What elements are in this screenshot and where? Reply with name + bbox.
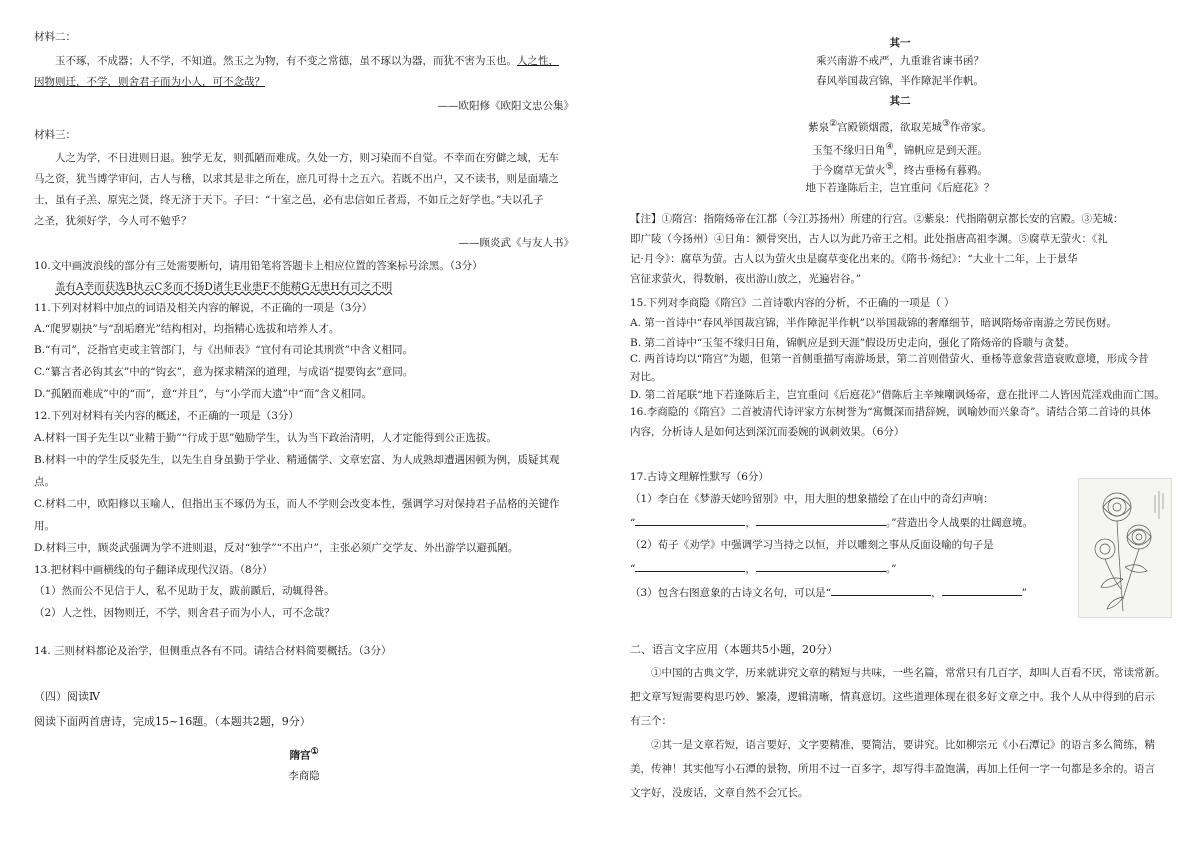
- question-13-item-1: （1）然而公不见信于人，私不见助于友，跋前踬后，动辄得咎。: [34, 585, 335, 597]
- material-2-line-1: 玉不琢，不成器；人不学，不知道。然玉之为物，有不变之常德，虽不琢以为器，而犹不害为玉也。人之性，: [55, 55, 559, 67]
- material-3-line-4: 之圣，犹须好学，今人可不勉乎？: [34, 215, 192, 227]
- section-4-heading: （四）阅读Ⅳ: [34, 690, 100, 703]
- material-3-line-2: 马之资，犹当博学审问，古人与稽，以求其是非之所在，庶几可得十之五六。若既不出户，又不读书，则是面墙之: [34, 173, 559, 185]
- passage-line-5: 美，传神！其实他写小石潭的景物，所用不过一百多字，却写得丰盈饱满，再加上任何一字一句都是多余的。语言: [630, 763, 1155, 775]
- question-15-option-d: D. 第二首尾联“地下若逢陈后主，岂宜重问《后庭花》”借陈后主辛辣嘲讽炀帝，意在批评二人皆因荒淫戏曲而亡国。: [630, 389, 1165, 401]
- material-3-label: 材料三：: [34, 129, 76, 141]
- material-3-line-1: 人之为学，不日进则日退。独学无友，则孤陋而难成。久处一方，则习染而不自觉。不幸而在穷僻之域，无车: [55, 152, 559, 164]
- material-3-line-3: 士，虽有子羔、原宪之贤，终无济于天下。子曰：“十室之邑，必有忠信如丘者焉，不如丘之好学也。”夫以孔子: [34, 194, 544, 206]
- poem-title: 隋宫①: [289, 747, 319, 762]
- question-16-line-1: 16.李商隐的《隋宫》二首被清代诗评家方东树誉为“寓慨深而措辞婉，讽喻妙而兴象奇”。请结合第二首诗的具体: [630, 406, 1151, 418]
- passage-line-1: ①中国的古典文学，历来就讲究文章的精短与共味，一些名篇，常常只有几百字，却叫人百看不厌，常读常新。: [651, 667, 1166, 679]
- question-15-option-c-line-1: C. 两首诗均以“隋宫”为题，但第一首侧重描写南游场景，第二首则借萤火、垂杨等意象营造衰败意境，形成今昔: [630, 353, 1149, 365]
- question-15-option-b: B. 第二首诗中“玉玺不缘归日角，锦帆应是到天涯”假设历史走向，强化了隋炀帝的昏聩与贪婪。: [630, 337, 1076, 349]
- poem-2-title: 其二: [889, 95, 911, 107]
- poem-2-line-2: 玉玺不缘归日角④，锦帆应是到天涯。: [812, 142, 988, 157]
- question-15: 15.下列对李商隐《隋宫》二首诗歌内容的分析，不正确的一项是（ ）: [630, 297, 955, 309]
- question-12-option-b-line-2: 点。: [34, 476, 55, 488]
- poem-note-line-2: 即广陵（今扬州）④日角：额骨突出，古人以为此乃帝王之相。此处指唐高祖李渊。⑤腐草无萤火：《礼: [630, 233, 1108, 245]
- poem-note-line-4: 宫征求萤火，得数斛，夜出游山放之，光遍岩谷。”: [630, 273, 862, 285]
- answer-blank[interactable]: [635, 561, 745, 572]
- poem-2-line-1: 紫泉②宫殿锁烟霞，欲取芜城③作帝家。: [808, 119, 992, 134]
- question-12-option-c-line-1: C.材料二中，欧阳修以玉喻人，但指出玉不琢仍为玉，而人不学则会改变本性，强调学习对保持君子品格的关键作: [34, 498, 560, 510]
- question-12-option-c-line-2: 用。: [34, 520, 55, 532]
- chrysanthemum-drawing: [1079, 479, 1171, 617]
- section-2-heading: 二、语言文字应用（本题共5小题，20分）: [630, 643, 838, 656]
- passage-line-4: ②其一是文章若短，语言要好，文字要精准，要简洁，要讲究。比如柳宗元《小石潭记》的语言多么简练，精: [651, 739, 1155, 751]
- question-12-option-d: D.材料三中，顾炎武强调为学不进则退，反对“独学”“不出户”，主张必须广交学友、外出游学以避孤陋。: [34, 542, 519, 554]
- answer-blank[interactable]: [635, 515, 745, 526]
- poem-1-title: 其一: [889, 37, 911, 49]
- underlined-sentence: 人之性，: [517, 55, 559, 67]
- material-2-source: ——欧阳修《欧阳文忠公集》: [437, 100, 574, 112]
- question-13-item-2: （2）人之性，因物则迁，不学，则舍君子而为小人，可不念哉？: [34, 607, 335, 619]
- poem-1-line-1: 乘兴南游不戒严，九重谁省谏书函？: [816, 55, 984, 67]
- chrysanthemum-sketch-image: [1078, 478, 1172, 618]
- question-15-option-c-line-2: 对比。: [630, 371, 662, 383]
- answer-blank[interactable]: [942, 585, 1022, 596]
- poem-1-line-2: 春风举国裁宫锦，半作障泥半作帆。: [816, 75, 984, 87]
- passage-line-3: 有三个：: [630, 715, 672, 727]
- section-4-intro: 阅读下面两首唐诗，完成15~16题。（本题共2题，9分）: [34, 715, 311, 728]
- question-17: 17.古诗文理解性默写（6分）: [630, 471, 769, 483]
- answer-blank[interactable]: [756, 561, 886, 572]
- question-12: 12.下列对材料有关内容的概述，不正确的一项是（3分）: [34, 410, 299, 422]
- passage-line-6: 文字好，没废话，文章自然不会冗长。: [630, 787, 809, 799]
- answer-blank[interactable]: [831, 585, 931, 596]
- question-17-item-1-blanks: “ ， 。”营造出令人战栗的壮阔意境。: [630, 517, 1033, 529]
- question-12-option-b-line-1: B.材料一中的学生反驳先生，以先生自身虽勤于学业、精通儒学、文章宏富、为人成熟却遭遇困顿为例，质疑其观: [34, 454, 560, 466]
- poem-author: 李商隐: [288, 770, 320, 782]
- passage-line-2: 把文章写短需要构思巧妙、繁凑，逻辑清晰，情真意切。这些道理体现在很多好文章之中。我个人从中得到的启示: [630, 691, 1155, 703]
- question-17-item-2-blanks: “ ， 。”: [630, 563, 897, 575]
- question-11: 11.下列对材料中加点的词语及相关内容的解说，不正确的一项是（3分）: [34, 302, 373, 314]
- question-17-item-3: （3）包含右图意象的古诗文名句，可以是“ ， ”: [630, 587, 1027, 599]
- question-17-item-1: （1）李白在《梦游天姥吟留别》中，用大胆的想象描绘了在山中的奇幻声响：: [630, 493, 994, 505]
- question-13: 13.把材料中画横线的句子翻译成现代汉语。（8分）: [34, 564, 273, 576]
- poem-note-line-1: 【注】①隋宫：指隋炀帝在江都（今江苏扬州）所建的行宫。②紫泉：代指隋朝京都长安的宫殿。③芜城：: [630, 213, 1124, 225]
- question-10: 10.文中画波浪线的部分有三处需要断句，请用铅笔将答题卡上相应位置的答案标号涂黑。（3分）: [34, 260, 483, 272]
- question-14: 14. 三则材料都论及治学，但侧重点各有不同。请结合材料简要概括。（3分）: [34, 645, 392, 657]
- question-16-line-2: 内容，分析诗人是如何达到深沉而委婉的讽刺效果。（6分）: [630, 426, 905, 438]
- poem-2-line-4: 地下若逢陈后主，岂宜重问《后庭花》？: [805, 182, 995, 194]
- question-12-option-a: A.材料一国子先生以“业精于勤”“行成于思”勉励学生，认为当下政治清明，人才定能得到公正选拔。: [34, 432, 497, 444]
- poem-note-line-3: 记·月令》：腐草为萤。古人以为萤火虫是腐草变化出来的。《隋书·炀纪》：“大业十二年，上于景华: [630, 253, 1078, 265]
- material-2-label: 材料二：: [34, 31, 76, 43]
- question-11-option-a: A.“爬罗剔抉”与“刮垢磨光”结构相对，均指精心选拔和培养人才。: [34, 323, 340, 335]
- material-2-line-2: 因物则迁，不学，则舍君子而为小人，可不念哉？: [34, 76, 265, 88]
- answer-blank[interactable]: [756, 515, 886, 526]
- question-15-option-a: A. 第一首诗中“春风举国裁宫锦，半作障泥半作帆”以举国裁锦的奢靡细节，暗讽隋炀帝南游之劳民伤财。: [630, 317, 1117, 329]
- question-11-option-b: B.“有司”，泛指官吏或主管部门，与《出师表》“宜付有司论其刑赏”中含义相同。: [34, 344, 414, 356]
- question-11-option-c: C.“纂言者必钩其玄”中的“钩玄”，意为探求精深的道理，与成语“提要钩玄”意同。: [34, 366, 414, 378]
- question-17-item-2: （2）荀子《劝学》中强调学习当持之以恒，并以雕刻之事从反面设喻的句子是: [630, 539, 994, 551]
- question-11-option-d: D.“孤陋而难成”中的“而”，意“并且”，与“小学而大遗”中“而”含义相同。: [34, 388, 373, 400]
- material-3-source: ——顾炎武《与友人书》: [458, 237, 574, 249]
- poem-2-line-3: 于今腐草无萤火⑤，终古垂杨有暮鸦。: [812, 162, 988, 177]
- question-10-options: 盖有A幸而获选B执云C多而不扬D诸生E业患F不能精G无患H有司之不明: [55, 281, 393, 293]
